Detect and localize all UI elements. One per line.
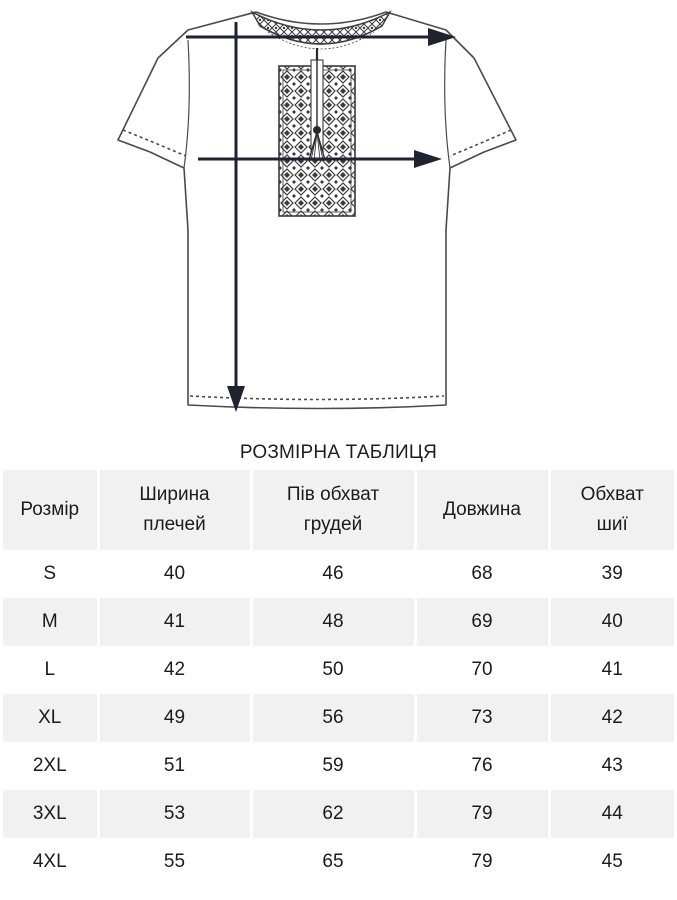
table-row <box>3 790 674 838</box>
header-size: Розмір <box>3 470 98 550</box>
table-row <box>3 646 674 694</box>
header-neck-girth: Обхват шиї <box>549 470 674 550</box>
table-cell: 46 <box>251 550 415 598</box>
table-cell: 79 <box>415 790 549 838</box>
table-cell: XL <box>3 694 98 742</box>
table-cell: 48 <box>251 598 415 646</box>
table-cell: 55 <box>98 838 251 886</box>
table-cell: 39 <box>549 550 674 598</box>
table-row <box>3 598 674 646</box>
table-cell: 40 <box>549 598 674 646</box>
header-half-chest: Пів обхват грудей <box>251 470 415 550</box>
chest-embroidery <box>279 48 355 216</box>
table-row <box>3 550 674 598</box>
table-cell: 70 <box>415 646 549 694</box>
table-cell: 44 <box>549 790 674 838</box>
table-header-row <box>3 470 674 550</box>
size-chart-table <box>3 470 674 886</box>
table-cell: 3XL <box>3 790 98 838</box>
table-cell: 59 <box>251 742 415 790</box>
table-cell: 4XL <box>3 838 98 886</box>
table-cell: 79 <box>415 838 549 886</box>
size-chart-title: РОЗМІРНА ТАБЛИЦЯ <box>239 442 438 463</box>
table-cell: 51 <box>98 742 251 790</box>
table-cell: 45 <box>549 838 674 886</box>
table-cell: M <box>3 598 98 646</box>
table-row <box>3 742 674 790</box>
table-cell: 68 <box>415 550 549 598</box>
table-cell: 42 <box>98 646 251 694</box>
header-length: Довжина <box>415 470 549 550</box>
table-row <box>3 694 674 742</box>
header-shoulder-width: Ширина плечей <box>98 470 251 550</box>
table-cell: 43 <box>549 742 674 790</box>
table-cell: 2XL <box>3 742 98 790</box>
table-cell: 65 <box>251 838 415 886</box>
table-cell: 40 <box>98 550 251 598</box>
table-cell: 50 <box>251 646 415 694</box>
tshirt-illustration <box>0 0 677 432</box>
table-row <box>3 838 674 886</box>
table-cell: 53 <box>98 790 251 838</box>
table-cell: L <box>3 646 98 694</box>
table-cell: 41 <box>98 598 251 646</box>
table-cell: 56 <box>251 694 415 742</box>
table-cell: 76 <box>415 742 549 790</box>
table-cell: 41 <box>549 646 674 694</box>
table-cell: 49 <box>98 694 251 742</box>
table-cell: 62 <box>251 790 415 838</box>
table-cell: 73 <box>415 694 549 742</box>
table-cell: 42 <box>549 694 674 742</box>
table-cell: 69 <box>415 598 549 646</box>
table-cell: S <box>3 550 98 598</box>
